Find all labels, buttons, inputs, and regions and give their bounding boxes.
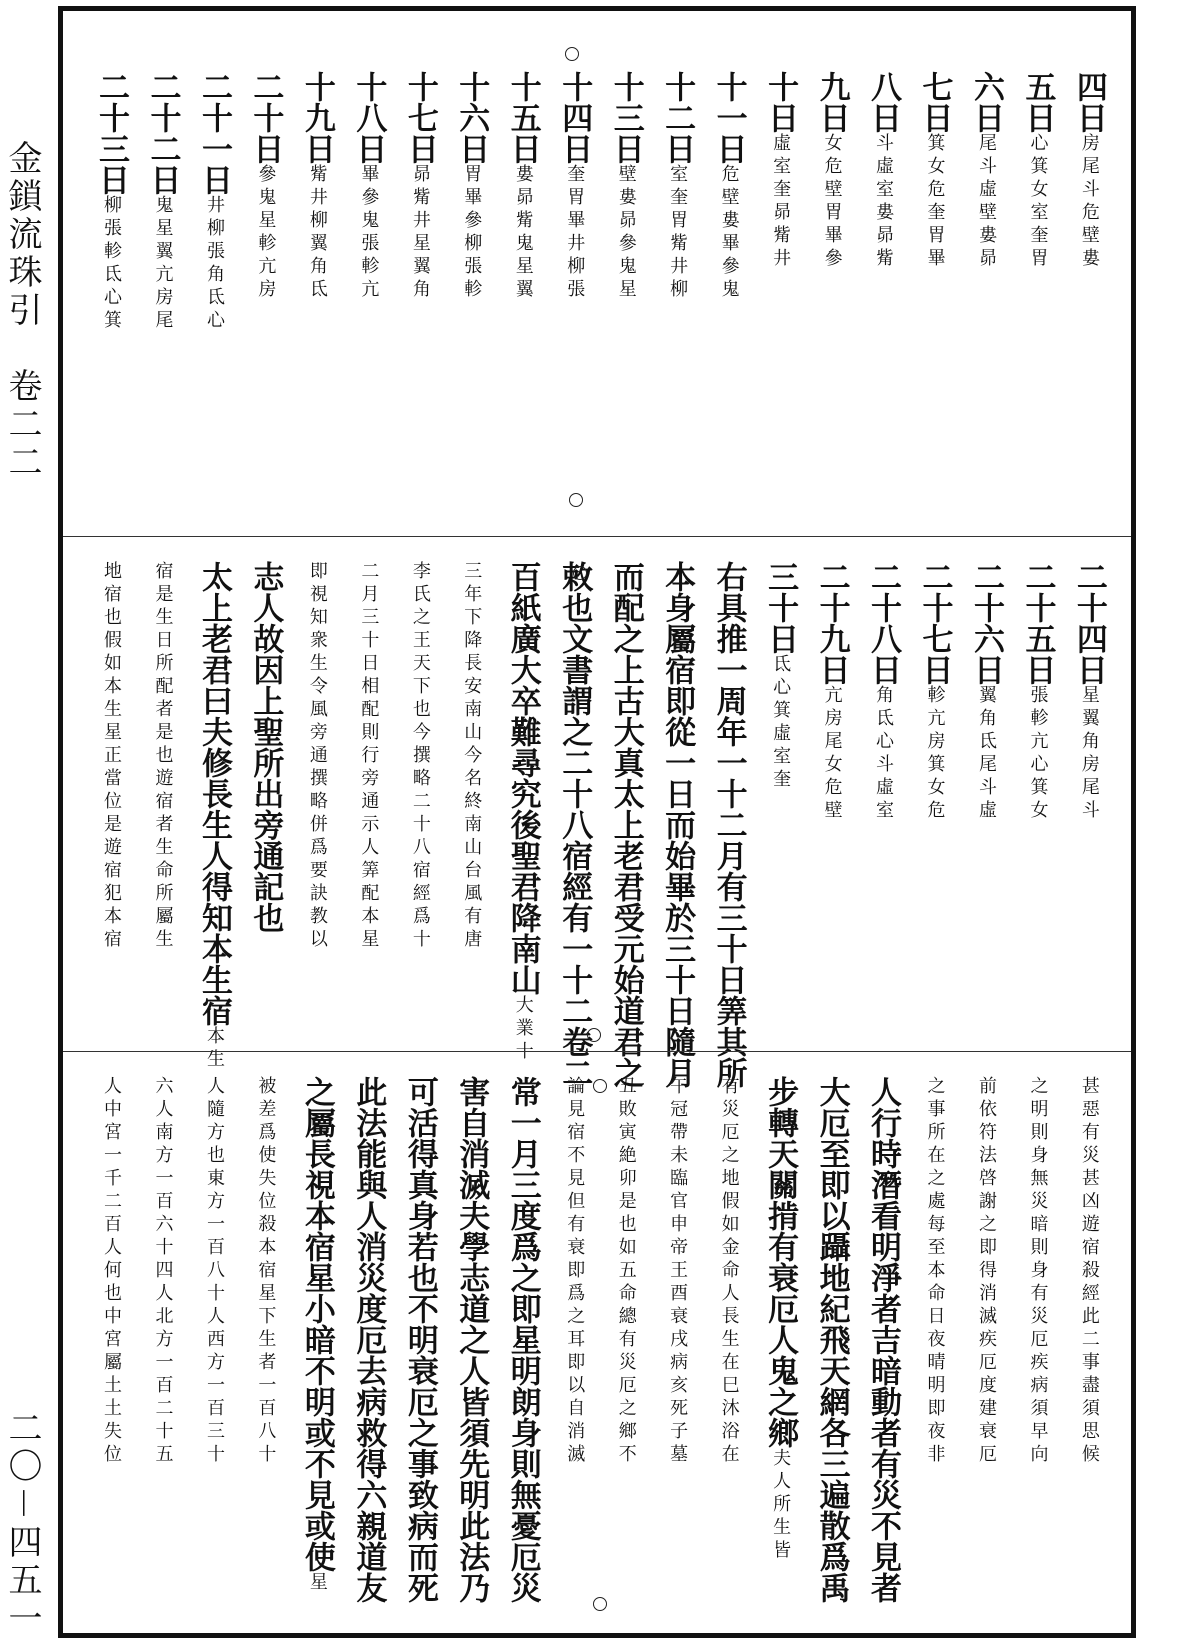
column-annotation-text: 論見宿不見但有衰即爲之耳即以自消滅 xyxy=(564,1076,586,1467)
column-annotation-text: 壁婁昴參鬼星 xyxy=(615,164,637,302)
text-column xyxy=(297,1076,337,1621)
text-column xyxy=(503,71,543,526)
text-column xyxy=(91,71,131,526)
column-main-text: 十二日 xyxy=(659,71,696,164)
column-annotation-text: 女危壁胃畢參 xyxy=(821,133,843,271)
text-column xyxy=(245,1076,285,1621)
column-annotation-text: 張軫亢心箕女 xyxy=(1027,685,1049,823)
text-column xyxy=(863,71,903,526)
column-annotation-text: 軫亢房箕女危 xyxy=(924,685,946,823)
text-column xyxy=(709,561,749,1088)
text-column xyxy=(966,71,1006,526)
column-annotation-text: 人中宮一千二百人何也中宮屬土土失位 xyxy=(101,1076,122,1467)
text-column xyxy=(1017,71,1057,526)
column-main-text: 十四日 xyxy=(556,71,593,164)
column-annotation-text: 參鬼星軫亢房 xyxy=(255,164,277,302)
column-main-text: 之屬長視本宿星小暗不明或不見或使 xyxy=(298,1076,335,1572)
text-column xyxy=(554,1076,594,1621)
register-3 xyxy=(63,1076,1131,1621)
register-2 xyxy=(63,561,1131,1088)
column-main-text: 二十六日 xyxy=(967,561,1004,685)
column-annotation-text: 三年下降長安南山今名終南山台風有唐 xyxy=(461,561,483,952)
column-annotation-text: 甚惡有災甚凶遊宿殺經此二事盡須思候 xyxy=(1078,1076,1100,1467)
text-column xyxy=(142,71,182,526)
column-annotation-text: 人隨方也東方一百八十人西方一百三十 xyxy=(203,1076,225,1467)
text-column xyxy=(400,71,440,526)
column-main-text: 八日 xyxy=(865,71,902,133)
column-annotation-text: 畢參鬼張軫亢 xyxy=(358,164,380,302)
column-annotation-text: 宿是生日所配者是也遊宿者生命所屬生 xyxy=(152,561,174,952)
column-main-text: 十三日 xyxy=(607,71,644,164)
column-annotation-text: 奎胃畢井柳張 xyxy=(564,164,586,302)
column-main-text: 六日 xyxy=(967,71,1004,133)
text-column xyxy=(142,561,182,1041)
column-main-text: 二十二日 xyxy=(144,71,181,195)
column-main-text: 右具推一周年一十二月有三十日筭其所 xyxy=(710,561,747,1088)
column-main-text: 四日 xyxy=(1070,71,1107,133)
divider-1 xyxy=(63,536,1131,537)
text-column xyxy=(606,71,646,526)
column-annotation-text: 李氏之王天下也今撰略二十八宿經爲十 xyxy=(409,561,431,952)
text-column xyxy=(245,71,285,526)
text-column xyxy=(863,561,903,1041)
column-annotation-text: 星 xyxy=(306,1572,328,1595)
column-annotation-text: 鬼星翼亢房尾 xyxy=(152,195,174,333)
text-column xyxy=(760,561,800,1041)
column-main-text: 二十四日 xyxy=(1070,561,1107,685)
circle-mark xyxy=(573,566,587,580)
column-main-text: 百紙廣大卒難尋究後聖君降南山 xyxy=(504,561,541,995)
text-column xyxy=(760,1076,800,1621)
column-annotation-text: 尾斗虛壁婁昴 xyxy=(975,133,997,271)
text-column xyxy=(812,71,852,526)
text-column xyxy=(760,71,800,526)
text-column xyxy=(657,1076,697,1621)
column-annotation-text: 之明則身無災暗則身有災厄疾病須早向 xyxy=(1027,1076,1049,1467)
text-column xyxy=(554,561,594,1088)
text-column xyxy=(657,71,697,526)
column-main-text: 步轉天關掯有衰厄人鬼之鄉 xyxy=(762,1076,799,1448)
text-column xyxy=(709,71,749,526)
text-column xyxy=(606,561,646,1088)
circle-mark xyxy=(587,1028,601,1042)
text-column xyxy=(812,1076,852,1621)
register-1 xyxy=(63,71,1131,526)
text-column xyxy=(1017,561,1057,1041)
column-main-text: 人行時潛看明淨者吉暗動者有災不見者 xyxy=(865,1076,902,1603)
column-main-text: 九日 xyxy=(813,71,850,133)
column-annotation-text: 星翼角房尾斗 xyxy=(1078,685,1100,823)
column-annotation-text: 室奎胃觜井柳 xyxy=(667,164,689,302)
column-main-text: 二十九日 xyxy=(813,561,850,685)
circle-mark xyxy=(565,47,579,61)
text-column xyxy=(400,1076,440,1621)
column-annotation-text: 亢房尾女危壁 xyxy=(821,685,843,823)
text-column xyxy=(606,1076,646,1621)
column-annotation-text: 有災厄之地假如金命人長生在巳沐浴在 xyxy=(718,1076,740,1467)
column-main-text: 十日 xyxy=(762,71,799,133)
column-main-text: 三十日 xyxy=(762,561,799,654)
text-column xyxy=(1069,561,1109,1041)
divider-2 xyxy=(63,1051,1131,1052)
column-main-text: 二十三日 xyxy=(93,71,129,195)
text-column xyxy=(657,561,697,1088)
column-main-text: 二十日 xyxy=(247,71,284,164)
column-main-text: 十八日 xyxy=(350,71,387,164)
text-column xyxy=(863,1076,903,1621)
circle-mark xyxy=(593,1079,607,1093)
text-column xyxy=(91,1076,131,1621)
column-annotation-text: 房尾斗危壁婁 xyxy=(1078,133,1100,271)
page-frame xyxy=(58,6,1136,1638)
column-main-text: 而配之上古大真太上老君受元始道君之 xyxy=(607,561,644,1088)
column-annotation-text: 地宿也假如本生星正當位是遊宿犯本宿 xyxy=(101,561,122,952)
column-main-text: 此法能與人消災度厄去病救得六親道友 xyxy=(350,1076,387,1603)
text-column xyxy=(966,561,1006,1041)
text-column xyxy=(348,1076,388,1621)
text-column xyxy=(451,561,491,1041)
text-column xyxy=(194,561,234,1072)
column-main-text: 二十一日 xyxy=(195,71,232,195)
column-main-text: 可活得真身若也不明衰厄之事致病而死 xyxy=(401,1076,438,1603)
column-annotation-text: 虛室奎昴觜井 xyxy=(770,133,792,271)
column-annotation-text: 氐心箕虛室奎 xyxy=(770,654,792,792)
column-annotation-text: 翼角氐尾斗虛 xyxy=(975,685,997,823)
text-column xyxy=(91,561,131,1041)
text-column xyxy=(194,71,234,526)
text-column xyxy=(245,561,285,1041)
column-main-text: 本身屬宿即從一日而始畢於三十日隨月 xyxy=(659,561,696,1088)
column-annotation-text: 觜井柳翼角氐 xyxy=(306,164,328,302)
column-annotation-text: 六人南方一百六十四人北方一百二十五 xyxy=(152,1076,174,1467)
circle-mark xyxy=(569,493,583,507)
column-main-text: 二十八日 xyxy=(865,561,902,685)
column-annotation-text: 箕女危奎胃畢 xyxy=(924,133,946,271)
column-main-text: 害自消滅夫學志道之人皆須先明此法乃 xyxy=(453,1076,490,1603)
column-main-text: 十六日 xyxy=(453,71,490,164)
text-column xyxy=(348,561,388,1041)
column-main-text: 志人故因上聖所出旁通記也 xyxy=(247,561,284,933)
text-column xyxy=(503,561,543,1064)
column-main-text: 十七日 xyxy=(401,71,438,164)
text-column xyxy=(194,1076,234,1621)
text-column xyxy=(1017,1076,1057,1621)
text-column xyxy=(812,561,852,1041)
column-annotation-text: 本生 xyxy=(203,1026,225,1072)
column-main-text: 五日 xyxy=(1019,71,1056,133)
column-main-text: 常一月三度爲之即星明朗身則無憂厄災 xyxy=(504,1076,541,1603)
column-main-text: 十五日 xyxy=(504,71,541,164)
text-column xyxy=(451,71,491,526)
circle-mark xyxy=(593,1597,607,1611)
column-annotation-text: 昴觜井星翼角 xyxy=(409,164,431,302)
text-column xyxy=(297,71,337,526)
column-annotation-text: 斗虛室婁昴觜 xyxy=(873,133,895,271)
column-annotation-text: 被差爲使失位殺本宿星下生者一百八十 xyxy=(255,1076,277,1467)
column-main-text: 二十七日 xyxy=(916,561,953,685)
text-column xyxy=(400,561,440,1041)
column-annotation-text: 心箕女室奎胃 xyxy=(1027,133,1049,271)
column-annotation-text: 危壁婁畢參鬼 xyxy=(718,164,740,302)
side-title: 金鎖流珠引 卷二二 xyxy=(2,140,42,482)
column-main-text: 七日 xyxy=(916,71,953,133)
column-annotation-text: 午冠帶未臨官申帝王酉衰戌病亥死子墓 xyxy=(667,1076,689,1467)
column-annotation-text: 前依符法啓謝之即得消滅疾厄度建衰厄 xyxy=(975,1076,997,1467)
column-main-text: 十九日 xyxy=(298,71,335,164)
text-column xyxy=(915,561,955,1041)
column-annotation-text: 夫人所生皆 xyxy=(770,1448,792,1563)
column-main-text: 大厄至即以躡地紀飛天網各三遍散爲禹 xyxy=(813,1076,850,1603)
text-column xyxy=(348,71,388,526)
text-column xyxy=(915,1076,955,1621)
column-main-text: 十一日 xyxy=(710,71,747,164)
text-column xyxy=(1069,1076,1109,1621)
text-column xyxy=(297,561,337,1041)
column-annotation-text: 丑敗寅絶卯是也如五命總有災厄之鄉不 xyxy=(615,1076,637,1467)
column-annotation-text: 之事所在之處每至本命日夜晴明即夜非 xyxy=(924,1076,946,1467)
text-column xyxy=(915,71,955,526)
text-column xyxy=(142,1076,182,1621)
side-page-number: 二〇－四五一 xyxy=(2,1410,42,1638)
column-annotation-text: 二月三十日相配則行旁通示人筭配本星 xyxy=(358,561,380,952)
text-column xyxy=(554,71,594,526)
column-annotation-text: 即視知衆生令風旁通撰略併爲要訣教以 xyxy=(306,561,328,952)
text-column xyxy=(1069,71,1109,526)
column-annotation-text: 婁昴觜鬼星翼 xyxy=(512,164,534,302)
text-column xyxy=(503,1076,543,1621)
column-annotation-text: 井柳張角氐心 xyxy=(203,195,225,333)
column-annotation-text: 柳張軫氐心箕 xyxy=(101,195,122,333)
column-annotation-text: 大業十 xyxy=(512,995,534,1064)
text-column xyxy=(709,1076,749,1621)
column-main-text: 敕也文書謂之二十八宿經有一十二卷二 xyxy=(556,561,593,1088)
text-column xyxy=(451,1076,491,1621)
column-main-text: 二十五日 xyxy=(1019,561,1056,685)
text-column xyxy=(966,1076,1006,1621)
column-annotation-text: 胃畢參柳張軫 xyxy=(461,164,483,302)
column-annotation-text: 角氐心斗虛室 xyxy=(873,685,895,823)
column-main-text: 太上老君曰夫修長生人得知本生宿 xyxy=(195,561,232,1026)
